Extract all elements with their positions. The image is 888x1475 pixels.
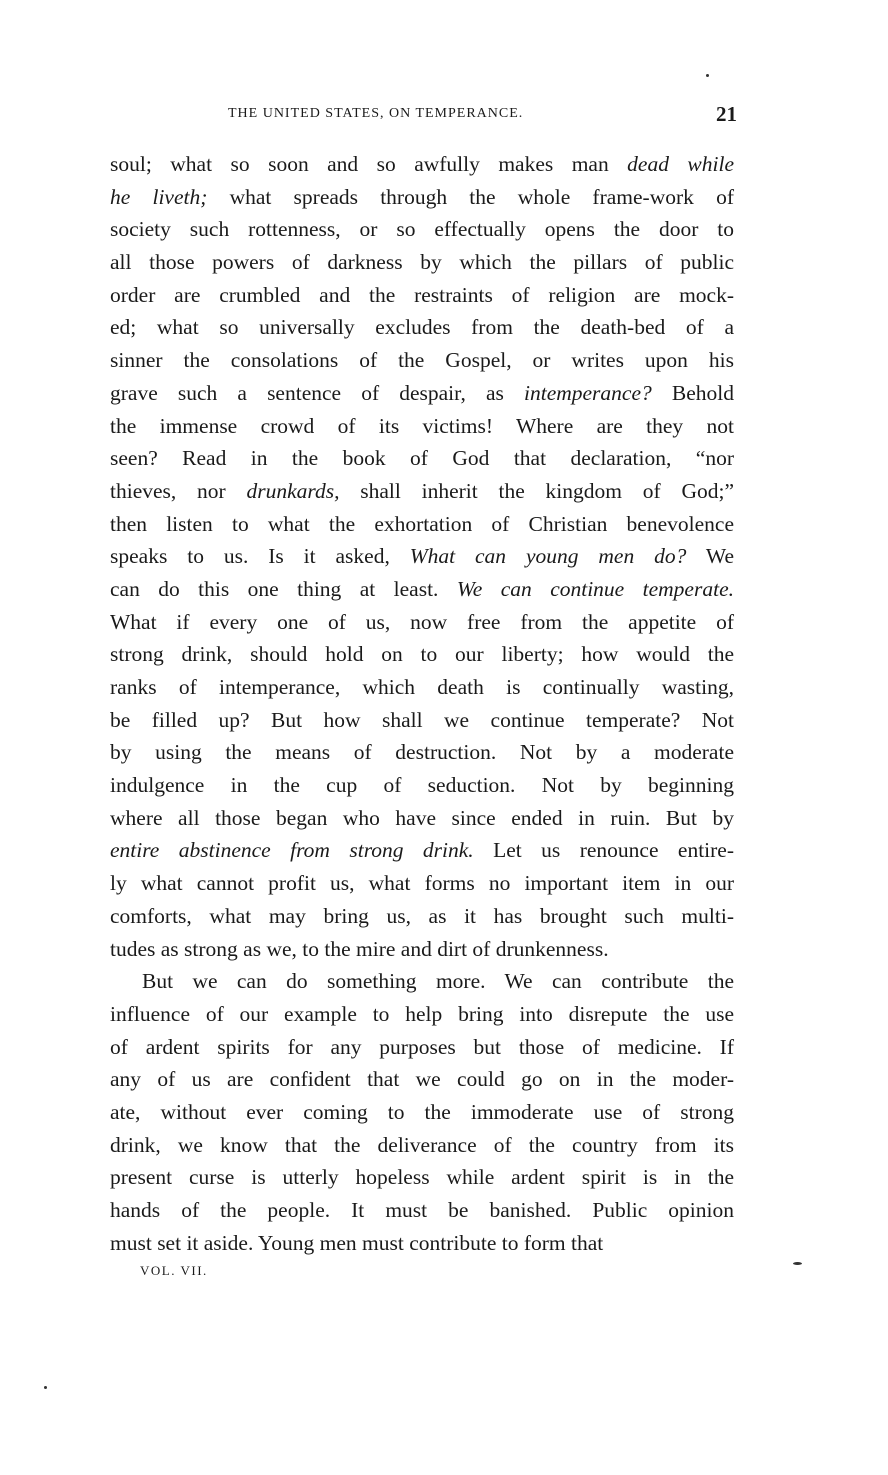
text-line: [110, 1063, 734, 1096]
running-head: THE UNITED STATES, ON TEMPERANCE.: [228, 106, 524, 121]
text-line: [110, 213, 734, 246]
text-line: [110, 704, 734, 737]
italic-text: drunkards,: [246, 478, 340, 503]
text-line: [110, 965, 734, 998]
text-run: seen? Read in the book of God that declaration, “nor: [110, 446, 734, 471]
ink-speck: [44, 1386, 47, 1389]
text-run: order are crumbled and the restraints of religion are mock-: [110, 282, 734, 307]
text-run: any of us are confident that we could go on in the moder-: [110, 1067, 734, 1092]
text-line: [110, 671, 734, 704]
text-line: [110, 1096, 734, 1129]
italic-text: We can continue temperate.: [456, 576, 734, 601]
italic-text: What can young men do?: [409, 544, 687, 569]
text-run: soul; what so soon and so awfully makes man: [110, 152, 628, 176]
text-run: influence of our example to help bring into disrepute the use: [110, 1001, 734, 1026]
text-run: comforts, what may bring us, as it has brought such multi-: [110, 903, 734, 928]
text-line: [110, 377, 734, 410]
text-line: [110, 1161, 734, 1194]
text-run: Let us renounce entire-: [473, 838, 734, 863]
text-line: [110, 900, 734, 933]
text-run: grave such a sentence of despair, as: [110, 380, 524, 405]
text-run: Behold: [651, 380, 734, 405]
text-run: ranks of intemperance, which death is continually wasting,: [110, 675, 734, 699]
text-run: be filled up? But how shall we continue temperate? Not: [110, 707, 734, 732]
italic-text: intemperance?: [524, 380, 652, 405]
text-run: where all those began who have since ended in ruin. But by: [110, 805, 734, 830]
text-run: What if every one of us, now free from the appetite of: [110, 609, 734, 634]
text-run: all those powers of darkness by which the pillars of public: [110, 250, 734, 275]
text-run: speaks to us. Is it asked,: [110, 544, 410, 569]
text-run: hands of the people. It must be banished. Public opinion: [110, 1198, 734, 1222]
text-line: [110, 181, 734, 214]
text-run: indulgence in the cup of seduction. Not by beginning: [110, 773, 734, 798]
text-line: [110, 1031, 734, 1064]
text-run: drink, we know that the deliverance of the country from its: [110, 1132, 734, 1157]
text-run: then listen to what the exhortation of Christian benevolence: [110, 511, 734, 536]
text-run: the immense crowd of its victims! Where are they not: [110, 413, 734, 438]
text-line: [110, 769, 734, 802]
text-line: [110, 573, 734, 606]
text-run: tudes as strong as we, to the mire and dirt of drunkenness.: [110, 936, 609, 961]
text-line: [110, 638, 734, 671]
text-line: [110, 311, 734, 344]
text-line: [110, 475, 734, 508]
text-run: But we can do something more. We can contribute the: [142, 969, 734, 994]
text-line: [110, 736, 734, 769]
italic-text: entire abstinence from strong drink.: [110, 838, 474, 863]
text-run: present curse is utterly hopeless while ardent spirit is in the: [110, 1165, 734, 1190]
ink-speck: [706, 74, 709, 77]
text-run: ly what cannot profit us, what forms no important item in our: [110, 871, 734, 896]
text-run: can do this one thing at least.: [110, 576, 457, 601]
text-line: [110, 606, 734, 639]
text-run: strong drink, should hold on to our liberty; how would the: [110, 642, 734, 667]
text-line: [110, 802, 734, 835]
text-line: [110, 933, 734, 966]
italic-text: dead while: [627, 152, 734, 176]
text-run: sinner the consolations of the Gospel, or writes upon his: [110, 348, 734, 373]
page-number: 21: [716, 102, 737, 126]
text-run: ate, without ever coming to the immoderate use of strong: [110, 1099, 734, 1124]
text-line: [110, 540, 734, 573]
ink-speck: [793, 1262, 802, 1265]
text-line: [110, 1194, 734, 1227]
text-run: society such rottenness, or so effectually opens the door to: [110, 217, 734, 242]
text-line: [110, 442, 734, 475]
text-line: [110, 508, 734, 541]
text-line: [110, 148, 734, 181]
text-line: [110, 834, 734, 867]
text-run: We: [686, 544, 734, 569]
text-line: [110, 1227, 734, 1260]
text-run: must set it aside. Young men must contribute to form that: [110, 1230, 604, 1255]
text-run: shall inherit the kingdom of God;”: [339, 478, 734, 503]
text-line: [110, 1129, 734, 1162]
signature-mark: VOL. VII.: [140, 1263, 208, 1278]
text-line: [110, 998, 734, 1031]
italic-text: he liveth;: [110, 184, 208, 209]
text-line: [110, 867, 734, 900]
text-run: by using the means of destruction. Not by a moderate: [110, 740, 734, 765]
text-line: [110, 410, 734, 443]
text-run: what spreads through the whole frame-work of: [207, 184, 734, 209]
text-run: thieves, nor: [110, 478, 247, 503]
text-run: ed; what so universally excludes from the death-bed of a: [110, 315, 734, 340]
text-line: [110, 344, 734, 377]
text-line: [110, 279, 734, 312]
text-line: [110, 246, 734, 279]
text-run: of ardent spirits for any purposes but those of medicine. If: [110, 1034, 734, 1059]
body-text: [110, 148, 734, 1259]
